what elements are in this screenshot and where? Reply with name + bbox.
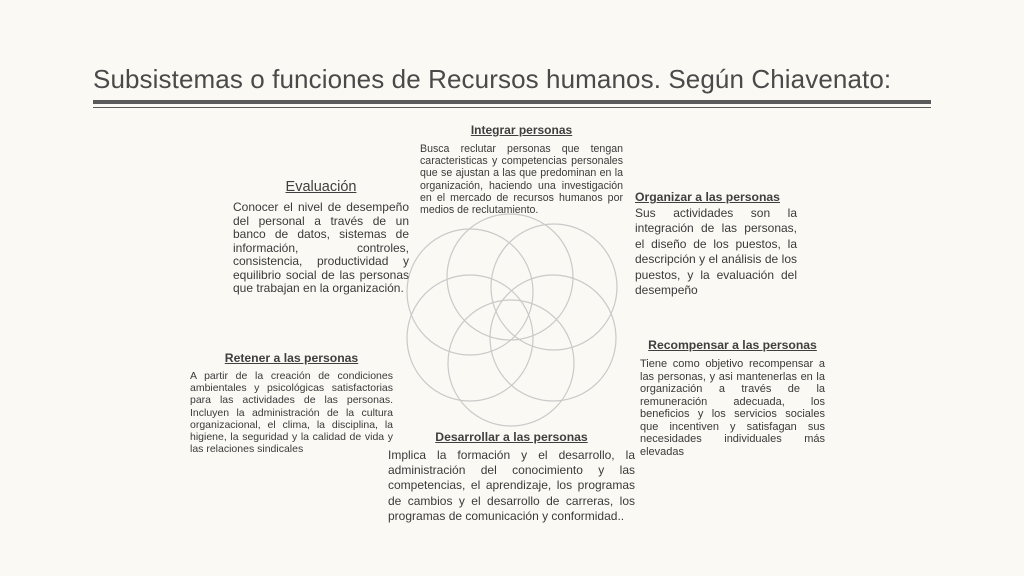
circle-bottom [448, 300, 574, 426]
section-recompensar-heading: Recompensar a las personas [648, 338, 817, 352]
section-retener-text: A partir de la creación de condiciones ambientales y psicológicas satisfactorias para las actividades de las personas. Incluyen la administración de la cultura organizacional, el clima, la disciplina, la higiene, la seguridad y la calidad de vida y las relaciones sindicales [190, 370, 393, 456]
circle-right-lower [490, 275, 616, 401]
section-integrar-text: Busca reclutar personas que tengan caracteristicas y competencias personales que se ajustan a las que predominan en la organización, haciendo una investigación en el mercado de recursos humanos por medios de reclutamiento. [420, 143, 623, 217]
page-title: Subsistemas o funciones de Recursos humanos. Según Chiavenato: [93, 64, 892, 94]
circle-left-lower [407, 275, 533, 401]
section-recompensar [640, 338, 825, 458]
section-evaluacion-text: Conocer el nivel de desempeño del personal a través de un banco de datos, sistemas de información, controles, consistencia, productividad y equilibrio social de las personas que trabajan en la organización. [233, 200, 409, 295]
section-integrar-heading: Integrar personas [470, 123, 573, 137]
section-retener [190, 351, 393, 455]
section-organizar-text: Sus actividades son la integración de las personas, el diseño de los puestos, la descripción y el análisis de los puestos, y la evaluación del desempeño [635, 206, 797, 298]
section-evaluacion-heading: Evaluación [285, 179, 357, 195]
section-organizar-heading: Organizar a las personas [635, 190, 780, 204]
section-evaluacion [233, 179, 409, 296]
section-desarrollar [388, 430, 635, 524]
section-recompensar-text: Tiene como objetivo recompensar a las personas, y asi mantenerlas en la organización a través de la remuneración adecuada, los beneficios y los servicios sociales que incentiven y satisfagan sus necesidades individuales más elevadas [640, 358, 825, 458]
circle-top-left [447, 214, 573, 340]
section-desarrollar-heading: Desarrollar a las personas [435, 430, 588, 444]
section-integrar [420, 123, 623, 216]
section-desarrollar-text: Implica la formación y el desarrollo, la administración del conocimiento y las competencias, el aprendizaje, los programas de cambios y el desarrollo de carreras, los programas de comunicación y conformidad.. [388, 448, 635, 523]
section-organizar [635, 190, 797, 298]
section-retener-heading: Retener a las personas [224, 351, 359, 365]
